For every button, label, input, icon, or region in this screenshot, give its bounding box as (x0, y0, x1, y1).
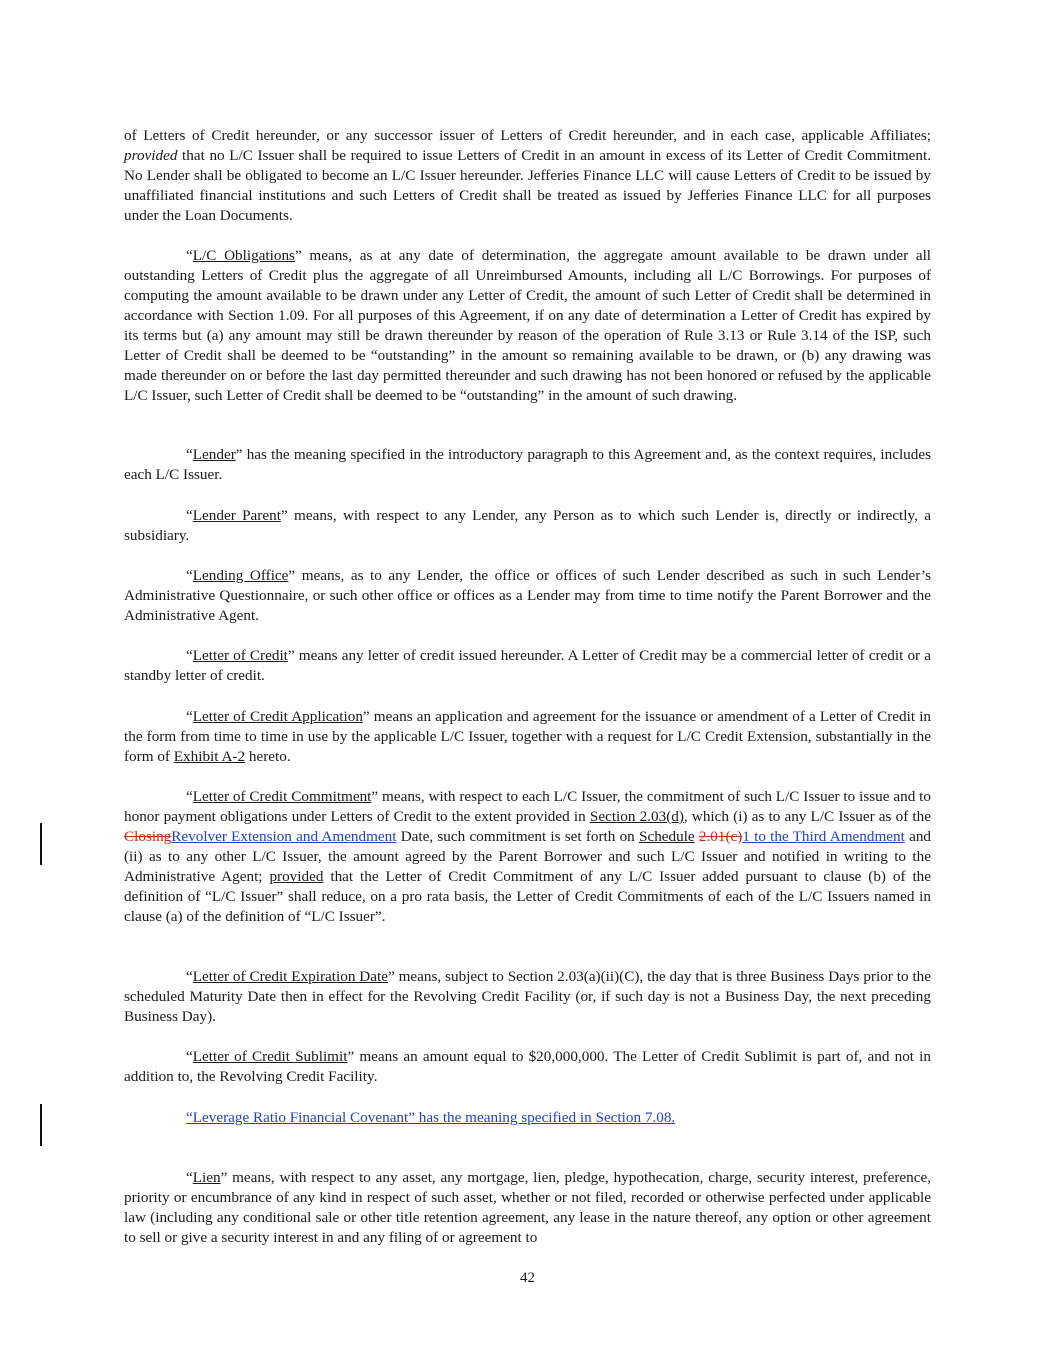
definition-body: ” means an application and agreement for the issuance or amendment of a Letter of Credit in the form from time to time in use by the applicable L/C Issuer, together with a request for L/C Credit Extension, substantially in the form of (124, 708, 932, 765)
quote: “ (186, 968, 193, 985)
quote: “ (186, 446, 193, 463)
inserted-text: Revolver Extension and Amendment (171, 828, 397, 845)
schedule-reference: Schedule (639, 828, 695, 845)
provided-italic: provided (124, 147, 178, 164)
defined-term: Letter of Credit Sublimit (192, 1048, 348, 1065)
quote: “ (186, 1169, 193, 1186)
text: , which (i) as to any L/C Issuer as of the (683, 808, 931, 825)
defined-term: Lending Office (192, 567, 289, 584)
defined-term: Letter of Credit Application (192, 708, 363, 725)
defined-term: Lien (192, 1169, 221, 1186)
text: that no L/C Issuer shall be required to issue Letters of Credit in an amount in excess of its Letter of Credit Commitment. No Lender shall be obligated to become an L/C Issuer hereunder. Jefferies Finance LLC will cause Letters of Credit to be issued by unaffiliated financial institutions and such Letters of Credit shall be treated as issued by Jefferies Finance LLC for all purposes under the Loan Documents. (124, 147, 931, 224)
quote: “ (186, 647, 193, 664)
text: that the Letter of Credit Commitment of any L/C Issuer added pursuant to clause (b) of the definition of “L/C Issuer” shall reduce, on a pro rata basis, the Letter of Credit Commitments of each of the L/C Issuers named in clause (a) of the definition of “L/C Issuer”. (124, 868, 931, 925)
text: of Letters of Credit hereunder, or any successor issuer of Letters of Credit hereunder, and in each case, applicable Affiliates; (124, 127, 931, 144)
definition-lending-office (124, 566, 931, 626)
defined-term: Lender (192, 446, 236, 463)
definition-body: ” means, as at any date of determination, the aggregate amount available to be drawn under all outstanding Letters of Credit plus the aggregate of all Unreimbursed Amounts, including all L/C Borrowings. For purposes of computing the amount available to be drawn under any Letter of Credit, the amount of such Letter of Credit shall be determined in accordance with Section 1.09. For all purposes of this Agreement, if on any date of determination a Letter of Credit has expired by its terms but (a) any amount may still be drawn thereunder by reason of the operation of Rule 3.13 or Rule 3.14 of the ISP, such Letter of Credit shall be deemed to be “outstanding” in the amount so remaining available to be drawn, or (b) any drawing was made thereunder on or before the last day permitted thereunder and such drawing has not been honored or refused by the applicable L/C Issuer, such Letter of Credit shall be deemed to be “outstanding” in the amount of such drawing. (124, 247, 932, 404)
definition-leverage-ratio-financial-covenant (124, 1108, 931, 1128)
inserted-text: 1 to the Third Amendment (742, 828, 905, 845)
defined-term: Lender Parent (192, 507, 281, 524)
definition-body: ” means, with respect to each L/C Issuer, the commitment of such L/C Issuer to issue and to honor payment obligations under Letters of Credit to the extent provided in (124, 788, 931, 825)
defined-term: L/C Obligations (192, 247, 295, 264)
definition-lc-sublimit (124, 1047, 931, 1087)
change-bar (40, 1104, 42, 1146)
text: Date, such commitment is set forth on (396, 828, 639, 845)
definition-lc-commitment (124, 787, 931, 927)
definition-lc-obligations (124, 246, 931, 406)
definition-letter-of-credit (124, 646, 931, 686)
text: hereto. (245, 748, 291, 765)
provided-underlined: provided (269, 868, 324, 885)
inserted-text: “Leverage Ratio Financial Covenant” has the meaning specified in Section 7.08. (186, 1109, 676, 1126)
definition-lender (124, 445, 931, 485)
section-reference: Section 2.03(d) (589, 808, 684, 825)
change-bar (40, 823, 42, 865)
quote: “ (186, 708, 193, 725)
quote: “ (186, 567, 193, 584)
definition-body: ” means, with respect to any asset, any mortgage, lien, pledge, hypothecation, charge, security interest, preference, priority or encumbrance of any kind in respect of such asset, whether or not filed, recorded or otherwise perfected under applicable law (including any conditional sale or other title retention agreement, any lease in the nature thereof, any option or other agreement to sell or give a security interest in and any filing of or agreement to (124, 1169, 931, 1246)
definition-lien (124, 1168, 931, 1248)
definition-lc-application (124, 707, 931, 767)
definition-lc-expiration-date (124, 967, 931, 1027)
definition-body: ” means any letter of credit issued hereunder. A Letter of Credit may be a commercial letter of credit or a standby letter of credit. (124, 647, 931, 684)
page-number: 42 (520, 1270, 535, 1286)
definition-body: ” means an amount equal to $20,000,000. The Letter of Credit Sublimit is part of, and not in addition to, the Revolving Credit Facility. (124, 1048, 931, 1085)
defined-term: Letter of Credit Commitment (192, 788, 372, 805)
definition-body: ” has the meaning specified in the introductory paragraph to this Agreement and, as the context requires, includes each L/C Issuer. (124, 446, 931, 483)
lc-issuer-continuation-paragraph (124, 126, 931, 226)
deleted-text: 2.01(c) (698, 828, 743, 845)
defined-term: Letter of Credit Expiration Date (192, 968, 388, 985)
quote: “ (186, 247, 193, 264)
deleted-text: Closing (124, 828, 172, 845)
definition-body: ” means, subject to Section 2.03(a)(ii)(C), the day that is three Business Days prior to the scheduled Maturity Date then in effect for the Revolving Credit Facility (or, if such day is not a Business Day, the next preceding Business Day). (124, 968, 931, 1025)
quote: “ (186, 788, 193, 805)
defined-term: Letter of Credit (192, 647, 288, 664)
text: and (ii) as to any other L/C Issuer, the amount agreed by the Parent Borrower and such L/C Issuer and notified in writing to the Administrative Agent; (124, 828, 932, 885)
exhibit-reference: Exhibit A-2 (173, 748, 246, 765)
quote: “ (186, 1048, 193, 1065)
definition-body: ” means, with respect to any Lender, any Person as to which such Lender is, directly or indirectly, a subsidiary. (124, 507, 932, 544)
definition-body: ” means, as to any Lender, the office or offices of such Lender described as such in such Lender’s Administrative Questionnaire, or such other office or offices as a Lender may from time to time notify the Parent Borrower and the Administrative Agent. (124, 567, 931, 624)
quote: “ (186, 507, 193, 524)
definition-lender-parent (124, 506, 931, 546)
